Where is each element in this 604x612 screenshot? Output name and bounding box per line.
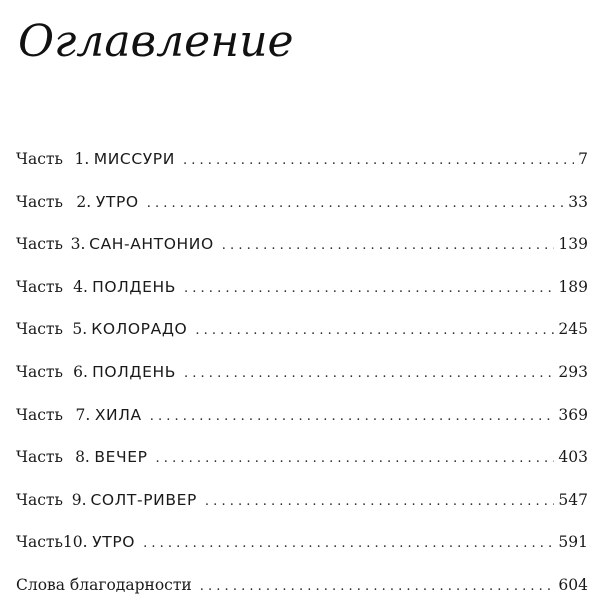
toc-entry-5[interactable] [16,308,588,351]
heading-text: Оглавление [18,16,294,67]
part-title: УТРО [95,192,139,211]
page-number: 591 [558,533,588,552]
toc-entry-9[interactable] [16,479,588,522]
page-number: 7 [578,150,589,168]
part-title: ВЕЧЕР [94,448,148,467]
dot-leader [147,183,565,226]
part-number: 8. [75,448,90,467]
part-label: Часть [16,448,63,467]
dot-leader [150,396,555,439]
toc-entry-6[interactable] [16,351,588,394]
toc-entry-4[interactable] [16,266,588,309]
part-label: Часть [16,490,63,509]
part-title: МИССУРИ [93,150,175,168]
part-number: 9. [71,490,87,509]
toc-entry-2[interactable] [16,181,588,224]
part-label: Часть [16,362,63,381]
toc-entry-10[interactable] [16,521,588,564]
part-number: 2. [76,192,92,211]
page-title [16,6,316,76]
page-number: 189 [558,277,588,296]
toc-entry-3[interactable] [16,223,588,266]
dot-leader [183,140,574,183]
page-number: 33 [568,192,588,211]
dot-leader [156,438,555,481]
dot-leader [205,481,554,524]
acknowledgements-title: Слова благодарности [16,575,192,594]
toc-entry-8[interactable] [16,436,588,479]
part-title: КОЛОРАДО [91,320,188,339]
part-label: Часть [16,235,63,254]
page-number: 245 [558,320,588,339]
page-number: 547 [558,490,588,509]
page-number: 139 [558,235,589,254]
part-number: 5. [72,320,88,339]
page-number: 293 [558,362,588,381]
dot-leader [184,353,554,396]
page-number: 403 [558,448,588,467]
handwritten-heading [16,6,316,76]
toc-entry-acknowledgements[interactable] [16,564,588,607]
part-number: 1. [74,150,90,168]
part-title: ПОЛДЕНЬ [92,362,177,381]
part-title: САН-АНТОНИО [89,235,214,254]
part-number: 3. [70,235,86,254]
part-label: Часть [16,277,63,296]
part-title: ХИЛА [94,405,142,424]
dot-leader [143,523,554,566]
table-of-contents [16,138,588,607]
dot-leader [200,566,555,609]
toc-entry-7[interactable] [16,394,588,437]
dot-leader [222,225,555,268]
part-number: 10. [62,533,88,552]
page-number: 369 [558,405,588,424]
page-number: 604 [558,575,588,594]
part-label: Часть [16,320,63,339]
part-label: Часть [16,533,63,552]
part-number: 7. [75,405,91,424]
part-label: Часть [16,150,63,168]
part-label: Часть [16,405,63,424]
part-title: ПОЛДЕНЬ [92,277,177,296]
toc-entry-1[interactable] [16,138,588,181]
dot-leader [184,268,554,311]
part-label: Часть [16,192,63,211]
part-number: 6. [73,362,88,381]
part-number: 4. [73,277,88,296]
dot-leader [195,310,554,353]
part-title: СОЛТ-РИВЕР [90,490,197,509]
part-title: УТРО [92,533,136,552]
